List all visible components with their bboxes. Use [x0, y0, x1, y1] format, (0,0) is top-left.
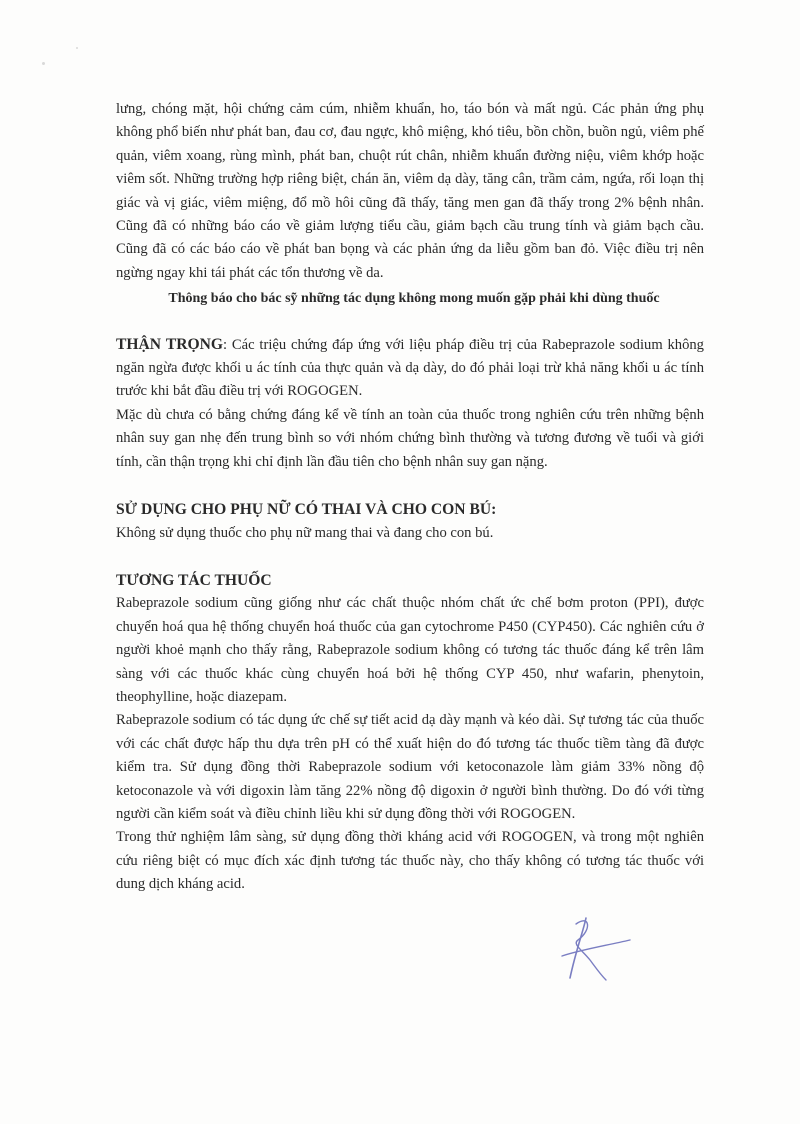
side-effects-paragraph: lưng, chóng mặt, hội chứng cảm cúm, nhiễm khuẩn, ho, táo bón và mất ngủ. Các phản ứng phụ không phổ biến như phát ban, đau cơ, đau ngực, khô miệng, khó tiêu, bồn chồn, buồn ngủ, viêm phế quản, viêm xoang, rùng mình, phát ban, chuột rút chân, nhiễm khuẩn đường niệu, viêm khớp hoặc viêm sốt. Những trường hợp riêng biệt, chán ăn, viêm dạ dày, tăng cân, trầm cảm, ngứa, rối loạn thị giác và vị giác, viêm miệng, đổ mồ hôi cũng đã thấy, tăng men gan đã thấy trong 2% bệnh nhân. Cũng đã có những báo cáo về giảm lượng tiểu cầu, giảm bạch cầu trung tính và giảm bạch cầu. Cũng đã có các báo cáo về phát ban bọng và các phản ứng da liễu gồm ban đỏ. Việc điều trị nên ngừng ngay khi tái phát các tổn thương về da. [116, 101, 704, 281]
spacer [116, 545, 704, 569]
interactions-paragraph-1: Rabeprazole sodium cũng giống như các chất thuộc nhóm chất ức chế bơm proton (PPI), được chuyển hoá qua hệ thống chuyển hoá thuốc của gan cytochrome P450 (CYP450). Các nghiên cứu ở người khoẻ mạnh cho thấy rằng, Rabeprazole sodium không có tương tác thuốc đáng kể trên lâm sàng với các thuốc khác cùng chuyển hoá bởi hệ thống CYP 450, như wafarin, phenytoin, theophylline, hoặc diazepam. [116, 595, 704, 705]
interactions-paragraph-3: Trong thử nghiệm lâm sàng, sử dụng đồng thời kháng acid với ROGOGEN, và trong một nghiên cứu riêng biệt có mục đích xác định tương tác thuốc này, cho thấy không có tương tác thuốc với dung dịch kháng acid. [116, 829, 704, 893]
scan-speck [76, 47, 78, 49]
signature-mark [556, 910, 632, 986]
notice-line: Thông báo cho bác sỹ những tác dụng không mong muốn gặp phải khi dùng thuốc [168, 291, 660, 307]
scan-speck [42, 62, 45, 65]
caution-paragraph [116, 333, 704, 404]
document-body [116, 98, 704, 897]
pregnancy-text: Không sử dụng thuốc cho phụ nữ mang thai và đang cho con bú. [116, 524, 494, 541]
caution-text: : Các triệu chứng đáp ứng với liệu pháp điều trị của Rabeprazole sodium không ngăn ngừa được khối u ác tính của thực quản và dạ dày, do đó phải loại trừ khả năng khối u ác tính trước khi bắt đầu điều trị với ROGOGEN. [116, 336, 704, 400]
caution-paragraph-2: Mặc dù chưa có bằng chứng đáng kể về tính an toàn của thuốc trong nghiên cứu trên những bệnh nhân suy gan nhẹ đến trung bình so với nhóm chứng bình thường và tương đương về tuổi và giới tính, cần thận trọng khi chỉ định lần đầu tiên cho bệnh nhân suy gan nặng. [116, 406, 704, 470]
interactions-paragraph-2: Rabeprazole sodium có tác dụng ức chế sự tiết acid dạ dày mạnh và kéo dài. Sự tương tác của thuốc với các chất được hấp thu dựa trên pH có thể xuất hiện do đó tương tác thuốc tiềm tàng đã được kiểm tra. Sử dụng đồng thời Rabeprazole sodium với ketoconazole làm giảm 33% nồng độ ketoconazole và với digoxin làm tăng 22% nồng độ digoxin ở người bình thường. Do đó với từng người cần kiểm soát và điều chỉnh liều khi sử dụng đồng thời với ROGOGEN. [116, 712, 704, 822]
pregnancy-title: SỬ DỤNG CHO PHỤ NỮ CÓ THAI VÀ CHO CON BÚ: [116, 501, 497, 519]
spacer [116, 474, 704, 498]
caution-label: THẬN TRỌNG [116, 335, 224, 353]
spacer [116, 311, 704, 333]
interactions-title: TƯƠNG TÁC THUỐC [116, 571, 272, 589]
